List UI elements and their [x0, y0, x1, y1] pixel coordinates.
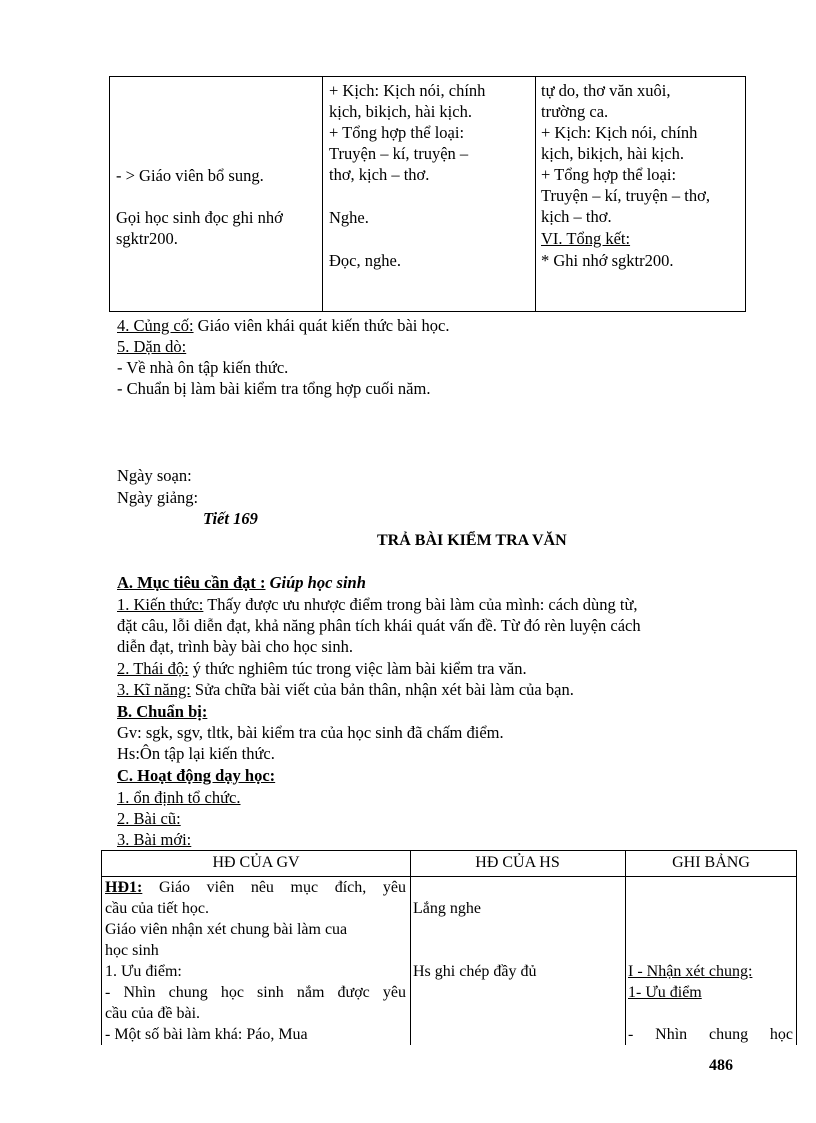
attitude-text: ý thức nghiêm túc trong việc làm bài kiểm tra văn. [188, 659, 527, 678]
teach-date: Ngày giảng: [117, 488, 199, 507]
page-number: 486 [709, 1057, 733, 1074]
teacher-supplement: - > Giáo viên bổ sung. [116, 166, 264, 185]
board-general-remarks: I - Nhận xét chung: [628, 963, 753, 980]
summary-heading: VI. Tổng kết: [541, 229, 631, 248]
student-col-line: thơ, kịch – thơ. [329, 165, 430, 184]
board-line: kịch – thơ. [541, 207, 612, 226]
student-prep: Hs:Ôn tập lại kiến thức. [117, 744, 275, 763]
teacher-line: - Một số bài làm khá: Páo, Mua [105, 1026, 308, 1043]
teacher-line: Giáo viên nhận xét chung bài làm cua [105, 921, 348, 938]
board-strengths: 1- Ưu điểm [628, 984, 702, 1001]
header-teacher: HĐ CỦA GV [212, 854, 300, 871]
homework-label: 5. Dặn dò: [117, 337, 187, 356]
homework-item: - Về nhà ôn tập kiến thức. [117, 358, 289, 377]
column-divider [410, 851, 411, 1045]
board-line: kịch, bikịch, hài kịch. [541, 144, 684, 163]
knowledge-text-cont: đặt câu, lỗi diễn đạt, khả năng phân tích khái quát vấn đề. Từ đó rèn luyện cách [117, 616, 641, 635]
header-student: HĐ CỦA HS [475, 854, 560, 871]
activity-1-line [105, 878, 406, 899]
summary-note: * Ghi nhớ sgktr200. [541, 251, 674, 270]
student-read-listen: Đọc, nghe. [329, 251, 401, 270]
teacher-line: cầu của tiết học. [105, 900, 209, 917]
board-line: + Tổng hợp thể loại: [541, 165, 677, 184]
activity-table [101, 850, 797, 1045]
student-col-line: Truyện – kí, truyện – [329, 144, 469, 163]
teacher-prep: Gv: sgk, sgv, tltk, bài kiểm tra của học sinh đã chấm điểm. [117, 723, 504, 742]
student-col-line: + Kịch: Kịch nói, chính [329, 81, 486, 100]
old-lesson-step: 2. Bài cũ: [117, 809, 181, 828]
column-divider [322, 77, 323, 311]
section-a-label: A. Mục tiêu cần đạt : [117, 573, 266, 592]
header-board: GHI BẢNG [672, 854, 750, 871]
board-line: - Nhìn chung học [628, 1026, 793, 1043]
student-col-line: + Tổng hợp thể loại: [329, 123, 465, 142]
consolidation-text: Giáo viên khái quát kiến thức bài học. [193, 316, 450, 335]
teacher-line: học sinh [105, 942, 159, 959]
teacher-instruction-cont: sgktr200. [116, 229, 178, 248]
knowledge-text-cont: diễn đạt, trình bày bài cho học sinh. [117, 637, 353, 656]
section-b-label: B. Chuẩn bị: [117, 702, 208, 721]
skill-line [117, 679, 574, 700]
knowledge-line [117, 594, 638, 615]
teacher-line: cầu của đề bài. [105, 1005, 201, 1022]
activity-1-label: HĐ1: [105, 879, 143, 896]
column-divider [625, 851, 626, 1045]
table-header-row [102, 851, 796, 877]
section-c-label: C. Hoạt động dạy học: [117, 766, 276, 785]
section-a-heading [117, 572, 366, 593]
student-listen: Lắng nghe [413, 900, 481, 917]
board-line: + Kịch: Kịch nói, chính [541, 123, 698, 142]
student-col-line: kịch, bikịch, hài kịch. [329, 102, 472, 121]
lesson-number: Tiết 169 [203, 509, 258, 528]
knowledge-label: 1. Kiến thức: [117, 595, 204, 614]
organization-step: 1. ổn định tổ chức. [117, 788, 241, 807]
activity-1-text: Giáo viên nêu mục đích, yêu [142, 879, 406, 896]
skill-text: Sửa chữa bài viết của bản thân, nhận xét bài làm của bạn. [190, 680, 574, 699]
homework-item: - Chuẩn bị làm bài kiểm tra tổng hợp cuối năm. [117, 379, 431, 398]
continuation-table [109, 76, 746, 312]
attitude-line [117, 658, 527, 679]
board-line: tự do, thơ văn xuôi, [541, 81, 671, 100]
column-divider [535, 77, 536, 311]
board-line: trường ca. [541, 102, 609, 121]
teacher-instruction: Gọi học sinh đọc ghi nhớ [116, 208, 283, 227]
section-a-sub: Giúp học sinh [265, 573, 366, 592]
consolidation-line [117, 315, 449, 336]
consolidation-label: 4. Củng cố: [117, 316, 194, 335]
skill-label: 3. Kĩ năng: [117, 680, 191, 699]
student-notes: Hs ghi chép đầy đủ [413, 963, 537, 980]
knowledge-text: Thấy được ưu nhược điểm trong bài làm của mình: cách dùng từ, [203, 595, 638, 614]
new-lesson-step: 3. Bài mới: [117, 830, 192, 849]
teacher-line: - Nhìn chung học sinh nắm được yêu [105, 984, 406, 1001]
prep-date: Ngày soạn: [117, 466, 192, 485]
board-line: Truyện – kí, truyện – thơ, [541, 186, 710, 205]
lesson-title: TRẢ BÀI KIỂM TRA VĂN [377, 532, 567, 549]
attitude-label: 2. Thái độ: [117, 659, 189, 678]
student-listen: Nghe. [329, 208, 369, 227]
teacher-line: 1. Ưu điểm: [105, 963, 182, 980]
